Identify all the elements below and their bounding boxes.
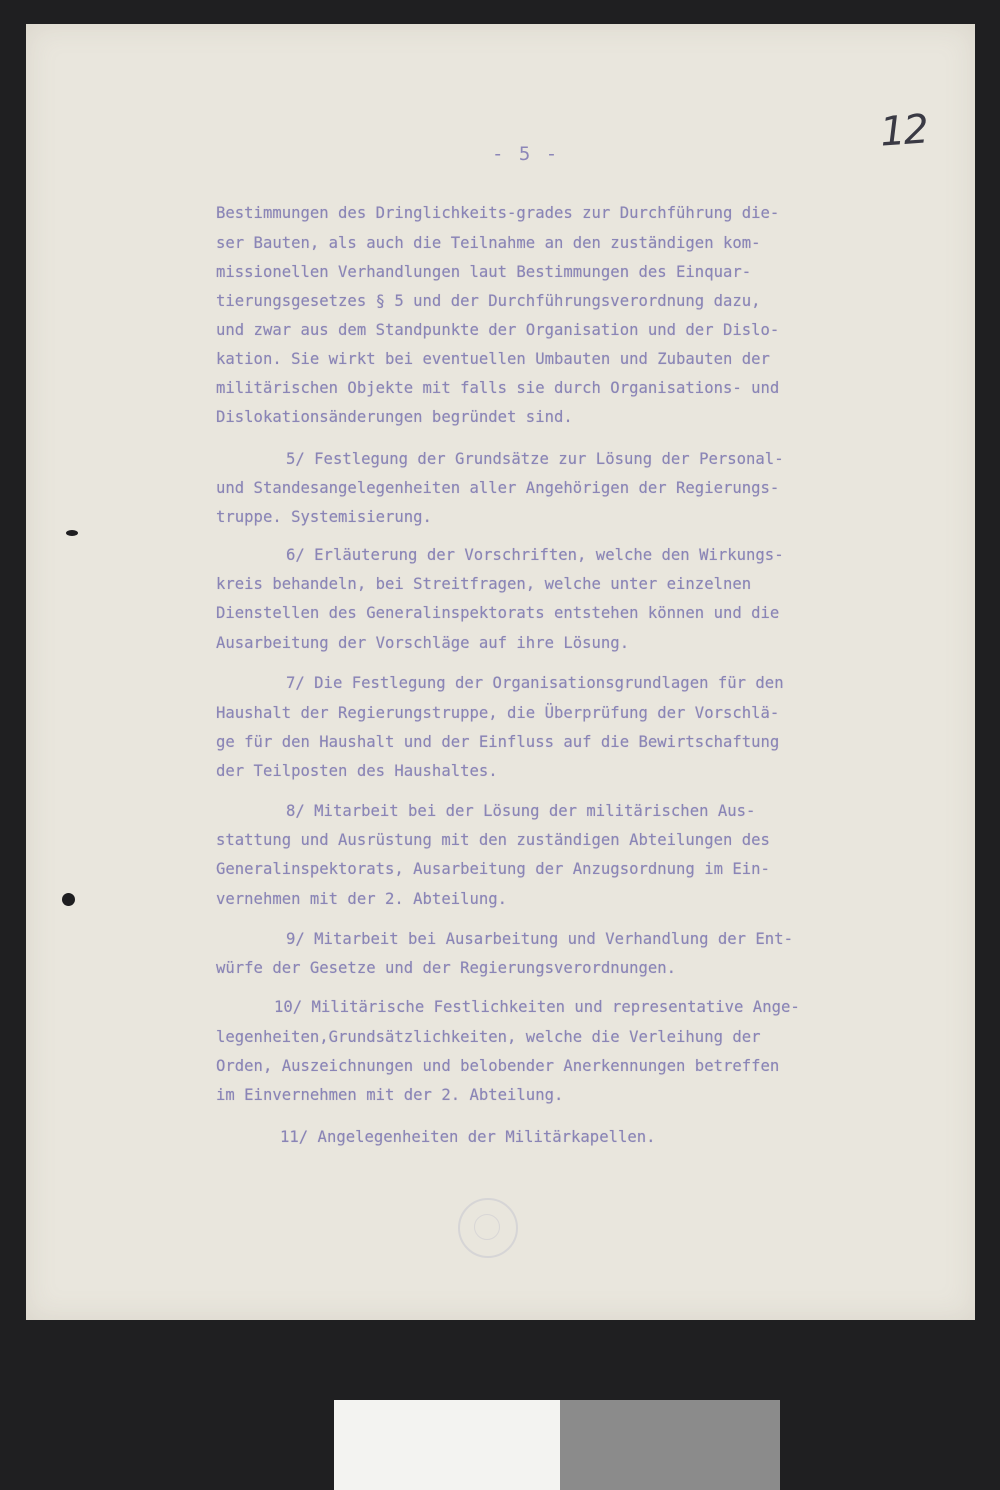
- text-line: kation. Sie wirkt bei eventuellen Umbauten und Zubauten der: [216, 350, 770, 368]
- text-line: vernehmen mit der 2. Abteilung.: [216, 890, 508, 908]
- text-line: Orden, Auszeichnungen und belobender Anerkennungen betreffen: [216, 1057, 780, 1075]
- text-line: missionellen Verhandlungen laut Bestimmungen des Einquar-: [216, 263, 752, 281]
- text-line: der Teilposten des Haushaltes.: [216, 762, 498, 780]
- handwritten-folio-number: 12: [878, 106, 929, 156]
- text-line: Dislokationsänderungen begründet sind.: [216, 408, 573, 426]
- punch-hole-mark: [66, 530, 78, 536]
- text-line: im Einvernehmen mit der 2. Abteilung.: [216, 1086, 564, 1104]
- text-line: Generalinspektorats, Ausarbeitung der Anzugsordnung im Ein-: [216, 860, 770, 878]
- text-line: ser Bauten, als auch die Teilnahme an den zuständigen kom-: [216, 234, 761, 252]
- text-line: 6/ Erläuterung der Vorschriften, welche den Wirkungs-: [286, 546, 784, 564]
- text-line: militärischen Objekte mit falls sie durch Organisations- und: [216, 379, 780, 397]
- text-line: Ausarbeitung der Vorschläge auf ihre Lösung.: [216, 634, 630, 652]
- text-line: Haushalt der Regierungstruppe, die Überprüfung der Vorschlä-: [216, 704, 780, 722]
- text-line: 8/ Mitarbeit bei der Lösung der militärischen Aus-: [286, 802, 756, 820]
- punch-hole-mark: [62, 893, 75, 906]
- text-line: legenheiten,Grundsätzlichkeiten, welche die Verleihung der: [216, 1028, 761, 1046]
- text-line: truppe. Systemisierung.: [216, 508, 432, 526]
- text-line: kreis behandeln, bei Streitfragen, welche unter einzelnen: [216, 575, 752, 593]
- text-line: stattung und Ausrüstung mit den zuständigen Abteilungen des: [216, 831, 770, 849]
- text-line: würfe der Gesetze und der Regierungsverordnungen.: [216, 959, 677, 977]
- text-line: 10/ Militärische Festlichkeiten und representative Ange-: [274, 998, 800, 1016]
- text-line: 9/ Mitarbeit bei Ausarbeitung und Verhandlung der Ent-: [286, 930, 793, 948]
- text-line: und zwar aus dem Standpunkte der Organisation und der Dislo-: [216, 321, 780, 339]
- gray-calibration-patch: [560, 1400, 780, 1490]
- text-line: 5/ Festlegung der Grundsätze zur Lösung der Personal-: [286, 450, 784, 468]
- text-line: Dienstellen des Generalinspektorats entstehen können und die: [216, 604, 780, 622]
- text-line: ge für den Haushalt und der Einfluss auf die Bewirtschaftung: [216, 733, 780, 751]
- text-line: und Standesangelegenheiten aller Angehörigen der Regierungs-: [216, 479, 780, 497]
- page-number: - 5 -: [492, 143, 560, 165]
- faint-stamp-seal: [458, 1198, 518, 1258]
- white-calibration-patch: [334, 1400, 560, 1490]
- text-line: 7/ Die Festlegung der Organisationsgrundlagen für den: [286, 674, 784, 692]
- text-line: tierungsgesetzes § 5 und der Durchführungsverordnung dazu,: [216, 292, 761, 310]
- text-line: 11/ Angelegenheiten der Militärkapellen.: [280, 1128, 656, 1146]
- text-line: Bestimmungen des Dringlichkeits-grades zur Durchführung die-: [216, 204, 780, 222]
